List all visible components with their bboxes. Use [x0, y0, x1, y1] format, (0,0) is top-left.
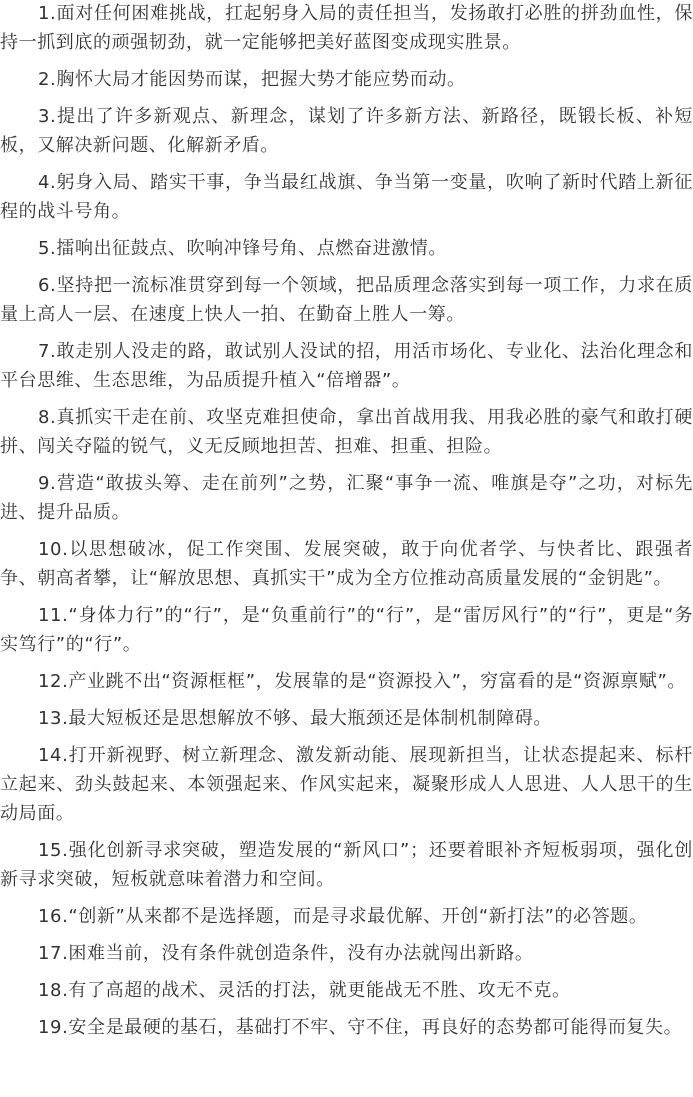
paragraph-14: 14.打开新视野、树立新理念、激发新动能、展现新担当，让状态提起来、标杆立起来、劲头鼓起来、本领强起来、作风实起来，凝聚形成人人思进、人人思干的生动局面。 [0, 745, 693, 824]
paragraph-18: 18.有了高超的战术、灵活的打法，就更能战无不胜、攻无不克。 [38, 980, 571, 1001]
paragraph-15: 15.强化创新寻求突破，塑造发展的“新风口”；还要着眼补齐短板弱项，强化创新寻求突破，短板就意味着潜力和空间。 [0, 840, 693, 890]
paragraph-12: 12.产业跳不出“资源框框”，发展靠的是“资源投入”，穷富看的是“资源禀赋”。 [38, 671, 686, 692]
paragraph-17: 17.困难当前，没有条件就创造条件，没有办法就闯出新路。 [38, 943, 534, 964]
paragraph-4: 4.躬身入局、踏实干事，争当最红战旗、争当第一变量，吹响了新时代踏上新征程的战斗号角。 [0, 172, 693, 222]
paragraph-2: 2.胸怀大局才能因势而谋，把握大势才能应势而动。 [38, 69, 466, 90]
paragraph-6: 6.坚持把一流标准贯穿到每一个领域，把品质理念落实到每一项工作，力求在质量上高人一层、在速度上快人一拍、在勤奋上胜人一筹。 [0, 275, 693, 325]
paragraph-7: 7.敢走别人没走的路，敢试别人没试的招，用活市场化、专业化、法治化理念和平台思维、生态思维，为品质提升植入“倍增器”。 [0, 341, 693, 391]
paragraph-16: 16.“创新”从来都不是选择题，而是寻求最优解、开创“新打法”的必答题。 [38, 906, 648, 927]
paragraph-19: 19.安全是最硬的基石，基础打不牢、守不住，再良好的态势都可能得而复失。 [38, 1017, 683, 1038]
paragraph-9: 9.营造“敢拔头筹、走在前列”之势，汇聚“事争一流、唯旗是夺”之功，对标先进、提升品质。 [0, 473, 693, 523]
paragraph-5: 5.擂响出征鼓点、吹响冲锋号角、点燃奋进激情。 [38, 238, 447, 259]
paragraph-13: 13.最大短板还是思想解放不够、最大瓶颈还是体制机制障碍。 [38, 708, 553, 729]
paragraph-1: 1.面对任何困难挑战，扛起躬身入局的责任担当，发扬敢打必胜的拼劲血性，保持一抓到底的顽强韧劲，就一定能够把美好蓝图变成现实胜景。 [0, 3, 693, 53]
paragraph-11: 11.“身体力行”的“行”，是“负重前行”的“行”，是“雷厉风行”的“行”，更是“务实笃行”的“行”。 [0, 605, 693, 655]
paragraph-10: 10.以思想破冰，促工作突围、发展突破，敢于向优者学、与快者比、跟强者争、朝高者攀，让“解放思想、真抓实干”成为全方位推动高质量发展的“金钥匙”。 [0, 539, 693, 589]
paragraph-8: 8.真抓实干走在前、攻坚克难担使命，拿出首战用我、用我必胜的豪气和敢打硬拼、闯关夺隘的锐气，义无反顾地担苦、担难、担重、担险。 [0, 407, 693, 457]
paragraph-3: 3.提出了许多新观点、新理念，谋划了许多新方法、新路径，既锻长板、补短板，又解决新问题、化解新矛盾。 [0, 106, 693, 156]
